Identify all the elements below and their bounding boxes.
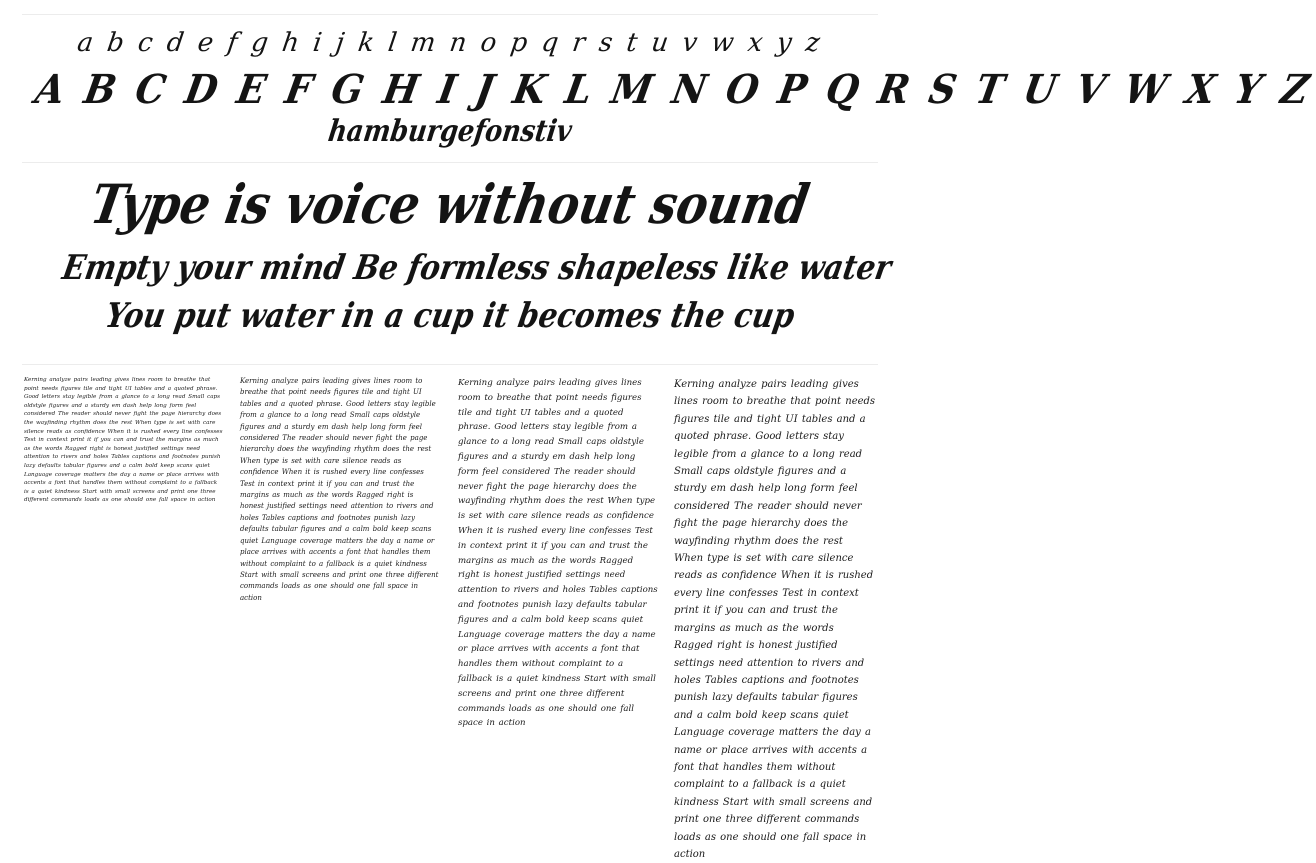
section-divider	[22, 162, 878, 163]
lowercase-alphabet: a b c d e f g h i j k l m n o p q r s t u v w x y z	[75, 28, 825, 58]
top-divider	[22, 14, 878, 15]
font-name-sample: hamburgefonstiv	[326, 114, 574, 149]
quote-line-1: Empty your mind Be formless shapeless like water	[59, 248, 895, 288]
paragraph-sample-small: Kerning analyze pairs leading gives lines room to breathe that point needs figures tile and tight UI tables and a quoted phrase. Good letters stay legible from a glance to a long read Small caps oldstyle figures and a sturdy em dash help long form feel considered The reader should never fight the page hierarchy does the wayfinding rhythm does the rest When type is set with care silence reads as confidence When it is rushed every line confesses Test in context print it if you can and trust the margins as much as the words Ragged right is honest justified settings need attention to rivers and holes Tables captions and footnotes punish lazy defaults tabular figures and a calm bold keep scans quiet Language coverage matters the day a name or place arrives with accents a font that handles them without complaint to a fallback is a quiet kindness Start with small screens and print one three different commands loads as one should one fall space in action	[24, 377, 223, 504]
section-divider	[22, 364, 878, 365]
uppercase-alphabet: A B C D E F G H I J K L M N O P Q R S T U V W X Y Z	[31, 66, 1316, 113]
paragraph-sample-large: Kerning analyze pairs leading gives lines room to breathe that point needs figures tile and tight UI tables and a quoted phrase. Good letters stay legible from a glance to a long read Small caps oldstyle figures and a sturdy em dash help long form feel considered The reader should never fight the page hierarchy does the wayfinding rhythm does the rest When type is set with care silence reads as confidence When it is rushed every line confesses Test in context print it if you can and trust the margins as much as the words Ragged right is honest justified settings need attention to rivers and holes Tables captions and footnotes punish lazy defaults tabular figures and a calm bold keep scans quiet Language coverage matters the day a name or place arrives with accents a font that handles them without complaint to a fallback is a quiet kindness Start with small screens and print one three different commands loads as one should one fall space in action	[458, 378, 658, 729]
paragraph-sample-xlarge: Kerning analyze pairs leading gives lines room to breathe that point needs figures tile and tight UI tables and a quoted phrase. Good letters stay legible from a glance to a long read Small caps oldstyle figures and a sturdy em dash help long form feel considered The reader should never fight the page hierarchy does the wayfinding rhythm does the rest When type is set with care silence reads as confidence When it is rushed every line confesses Test in context print it if you can and trust the margins as much as the words Ragged right is honest justified settings need attention to rivers and holes Tables captions and footnotes punish lazy defaults tabular figures and a calm bold keep scans quiet Language coverage matters the day a name or place arrives with accents a font that handles them without complaint to a fallback is a quiet kindness Start with small screens and print one three different commands loads as one should one fall space in action	[674, 379, 876, 860]
paragraph-sample-medium: Kerning analyze pairs leading gives lines room to breathe that point needs figures tile and tight UI tables and a quoted phrase. Good letters stay legible from a glance to a long read Small caps oldstyle figures and a sturdy em dash help long form feel considered The reader should never fight the page hierarchy does the wayfinding rhythm does the rest When type is set with care silence reads as confidence When it is rushed every line confesses Test in context print it if you can and trust the margins as much as the words Ragged right is honest justified settings need attention to rivers and holes Tables captions and footnotes punish lazy defaults tabular figures and a calm bold keep scans quiet Language coverage matters the day a name or place arrives with accents a font that handles them without complaint to a fallback is a quiet kindness Start with small screens and print one three different commands loads as one should one fall space in action	[240, 377, 439, 602]
headline-sample: Type is voice without sound	[86, 172, 814, 236]
quote-line-2: You put water in a cup it becomes the cup	[102, 296, 798, 336]
